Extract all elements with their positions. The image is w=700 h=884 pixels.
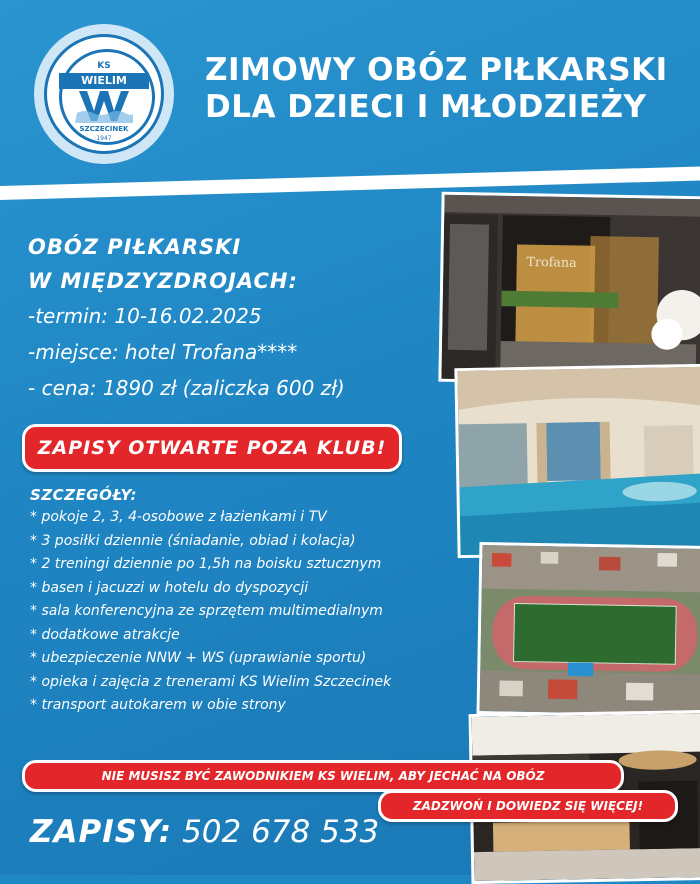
stadium-image (480, 545, 700, 715)
logo-name: WIELIM (59, 73, 149, 89)
details-list (30, 484, 460, 718)
list-item: * basen i jacuzzi w hotelu do dyspozycji (30, 579, 309, 596)
phone-number[interactable]: 502 678 533 (182, 814, 380, 850)
signup-label: ZAPISY: (30, 814, 173, 850)
hotel-pool-photo (454, 364, 700, 558)
stadium-aerial-photo (477, 542, 700, 718)
intro-heading-1: OBÓZ PIŁKARSKI (28, 235, 242, 259)
list-item: * 3 posiłki dziennie (śniadanie, obiad i kolacja) (30, 532, 356, 549)
logo-badge (44, 34, 164, 154)
intro-place: -miejsce: hotel Trofana**** (28, 340, 298, 364)
list-item: * pokoje 2, 3, 4-osobowe z łazienkami i TV (30, 509, 327, 525)
logo-town: SZCZECINEK (79, 125, 129, 133)
hotel-entrance-image (441, 195, 700, 383)
list-item: * sala konferencyjna ze sprzętem multimedialnym (30, 603, 383, 619)
intro-term: -termin: 10-16.02.2025 (28, 304, 262, 328)
logo-w-emblem-icon (75, 89, 133, 123)
list-item: * opieka i zajęcia z trenerami KS Wielim Szczecinek (30, 673, 392, 690)
hotel-entrance-photo (438, 192, 700, 387)
list-item: * 2 treningi dziennie po 1,5h na boisku sztucznym (30, 556, 382, 572)
camp-intro (28, 230, 438, 406)
call-note-badge: ZADZWOŃ I DOWIEDZ SIĘ WIĘCEJ! (378, 790, 678, 822)
title-line-1: ZIMOWY OBÓZ PIŁKARSKI (205, 52, 668, 88)
title-line-2: DLA DZIECI I MŁODZIEŻY (205, 89, 647, 125)
club-logo (34, 24, 174, 164)
list-item: * ubezpieczenie NNW + WS (uprawianie sportu) (30, 650, 367, 666)
intro-heading-2: W MIĘDZYZDROJACH: (28, 269, 298, 293)
list-item: * dodatkowe atrakcje (30, 626, 180, 643)
signup-phone (30, 810, 379, 854)
hotel-sign: Trofana (526, 253, 577, 270)
open-signup-badge: ZAPISY OTWARTE POZA KLUB! (22, 424, 402, 472)
details-heading: SZCZEGÓŁY: (30, 486, 137, 504)
member-note-badge: NIE MUSISZ BYĆ ZAWODNIKIEM KS WIELIM, ABY JECHAĆ NA OBÓZ (22, 760, 624, 792)
intro-price: - cena: 1890 zł (zaliczka 600 zł) (28, 376, 345, 400)
page-title (205, 52, 685, 126)
logo-year: 1947 (96, 135, 112, 142)
list-item: * transport autokarem w obie strony (30, 697, 286, 713)
pool-image (457, 367, 700, 555)
logo-prefix: KS (97, 61, 111, 71)
